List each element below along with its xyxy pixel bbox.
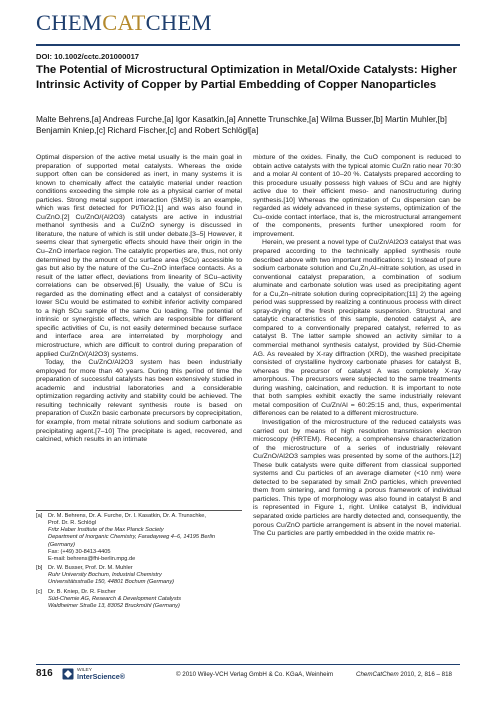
- journal-header: [36, 4, 460, 46]
- affiliation-b: [b] Dr. W. Busser, Prof. Dr. M. Muhler Ruhr University Bochum, Industrial Chemistry Universitätsstraße 150, 44801 Bochum (Germany): [36, 565, 175, 586]
- affiliation-c: [c] Dr. B. Kniep, Dr. R. Fischer Süd-Chemie AG, Research & Development Catalysts Waldheimer Straße 13, 83052 Bruckmühl (Germany): [36, 588, 182, 609]
- article-title: The Potential of Microstructural Optimization in Metal/Oxide Catalysts: Higher Intrinsic Activity of Copper by Partial Embedding of Copper Nanoparticles: [36, 64, 457, 91]
- author-list: Malte Behrens,[a] Andreas Furche,[a] Igor Kasatkin,[a] Annette Trunschke,[a] Wilma Busser,[b] Martin Muhler,[b] Benjamin Kniep,[c] Richard Fischer,[c] and Robert Schlögl[a]: [36, 114, 447, 135]
- affiliation-label: [b]: [36, 565, 43, 572]
- publisher-logo: [62, 667, 128, 681]
- affiliation-rule: [36, 510, 242, 511]
- body-paragraph: mixture of the oxides. Finally, the CuO component is reduced to obtain active catalysts with the typical atomic Cu/Zn ratio near 70:30 and a molar Al content of 10–20 %. Catalysts prepared according to this procedure usually possess high values of SCu and are highly active due to their efficient meso- and nanostructuring during synthesis.[10] Whereas the optimization of Cu dispersion can be regarded as widely advanced in these systems, optimization of the Cu–oxide contact interface, that is, the microstructural arrangement of the components, presents further unexplored room for improvement.: [253, 154, 461, 238]
- body-paragraph: Herein, we present a novel type of Cu/Zn/Al2O3 catalyst that was prepared according to the technically applied synthesis route described above with two important modifications: 1) Instead of pure sodium carbonate solution and Cu,Zn,Al–nitrate solution, as used in conventional catalyst preparation, a combination of sodium aluminate and carbonate solution was used as precipitating agent for a Cu,Zn–nitrate solution during coprecipitation;[11] 2) the ageing period was suppressed by realizing a continuous process with direct spray-drying of the fresh precipitate suspension. Structural and catalytic characteristics of this sample, denoted catalyst A, are compared to a conventionally prepared catalyst, referred to as catalyst B. The latter sample showed an activity similar to a commercial methanol synthesis catalyst, provided by Süd-Chemie AG. As revealed by X-ray diffraction (XRD), the washed precipitate consisted of crystalline hydroxy carbonate phases for catalyst B, whereas the precursor of catalyst A was completely X-ray amorphous. The precursors were subjected to the same treatments during washing, calcination, and reduction. It is important to note that both samples exhibit exactly the same industrially relevant metal composition of Cu/Zn/Al = 60:25:15 and, thus, experimental differences can be related to a different microstructure.: [253, 239, 461, 418]
- header-rule: [36, 44, 460, 46]
- affiliation-a: [a] Dr. M. Behrens, Dr. A. Furche, Dr. I. Kasatkin, Dr. A. Trunschke, Prof. Dr. R. Schlögl Fritz Haber Institute of the Max Planck Society Department of Inorganic Chemistry, Faradayweg 4–6, 14195 Berlin (Germany) Fax: (+49) 30-8413-4405 E-mail: behrens@fhi-berlin.mpg.de: [36, 513, 242, 563]
- page-number: 816: [36, 668, 53, 679]
- copyright-notice: © 2010 Wiley-VCH Verlag GmbH & Co. KGaA, Weinheim: [176, 671, 334, 678]
- footer-rule: [36, 664, 460, 665]
- right-column: [253, 154, 461, 539]
- doi[interactable]: DOI: 10.1002/cctc.201000017: [36, 52, 140, 61]
- interscience-logo-icon: [62, 668, 74, 680]
- logo-text: WILEY InterScience®: [77, 668, 126, 681]
- affiliation-label: [a]: [36, 513, 43, 519]
- body-paragraph: Optimal dispersion of the active metal usually is the main goal in preparation of supported metal catalysts. Whereas the oxide support often can be considered as inert, in many systems it is known to chemically affect the catalytic material under reaction conditions exceeding the simple role as a physical carrier of metal particles. Strong metal support interaction (SMSI) is an example, which was first detected for Pt/TiO2.[1] and was also found in Cu/ZnO.[2] Cu/ZnO/(Al2O3) catalysts are active in industrial methanol synthesis and a Cu/ZnO synergy is discussed in literature, the nature of which is still under debate.[3–5] However, it seems clear that synergetic effects should have their origin in the Cu–ZnO interface region. The catalytic properties are, thus, not only determined by the amount of Cu surface area (SCu) accessible to gas but also by the nature of the Cu–ZnO interface contacts. As a result of the latter effect, deviations from linearity of SCu–activity correlations can be observed.[6] Usually, the value of SCu is regarded as the dominating effect and a catalyst of considerably lower SCu would be estimated to exhibit inferior activity compared to a high SCu sample of the same Cu loading. The potential of intrinsic or synergistic effects, which are responsible for different specific activities of Cu, is not easily determined because surface and interface area are interrelated by morphology and microstructure, which are difficult to control during preparation of applied Cu/ZnO/(Al2O3) systems.: [36, 154, 242, 358]
- citation: [356, 671, 452, 678]
- journal-title-cat: CAT: [102, 10, 146, 35]
- citation-details: 2010, 2, 816 – 818: [400, 671, 452, 678]
- contact-email[interactable]: E-mail: behrens@fhi-berlin.mpg.de: [48, 555, 136, 562]
- body-paragraph: Investigation of the microstructure of the reduced catalysts was carried out by means of high resolution transmission electron microscopy (HRTEM). Recently, a comprehensive characterization of the microstructure of a series of industrially relevant Cu/ZnO/Al2O3 samples was presented by some of the authors.[12] These bulk catalysts were quite different from classical supported systems and Cu particles of an average diameter (<10 nm) were detected to be separated by small ZnO particles, which prevented them from sintering, and forming a porous framework of individual particles. This type of morphology was also found in catalyst B and is represented in Figure 1, right. Unlike catalyst B, individual separated oxide particles are hardly detected and, consequently, the porous Cu/ZnO particle arrangement is absent in the novel material. The Cu particles are partly embedded in the oxide matrix re-: [253, 418, 461, 538]
- journal-title: CHEMCATCHEM: [36, 10, 212, 35]
- journal-ref: ChemCatChem: [356, 671, 399, 678]
- affiliations: [36, 513, 242, 612]
- affiliation-label: [c]: [36, 588, 42, 595]
- body-paragraph: Today, the Cu/ZnO/Al2O3 system has been industrially employed for more than 40 years. During this period of time the preparation of successful catalysts has been extensively studied in academic and industrial laboratories and a considerable optimization regarding activity and stability could be achieved. The resulting technically relevant synthesis route is based on preparation of CuxZn basic carbonate precursors by coprecipitation, for example, from metal nitrate solutions and sodium carbonate as precipitating agent.[7–10] The precipitate is aged, recovered, and calcined, which results in an intimate: [36, 359, 242, 444]
- left-column: [36, 154, 242, 445]
